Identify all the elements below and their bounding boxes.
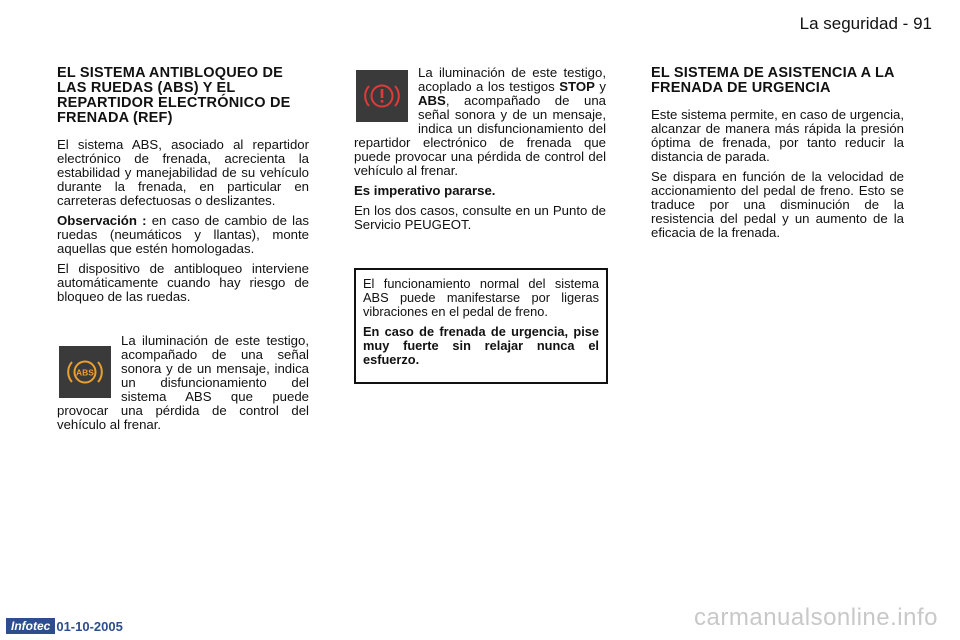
- observation-paragraph: [57, 214, 309, 256]
- stop-label: STOP: [559, 79, 595, 94]
- emergency-paragraph-2: Se dispara en función de la velocidad de accionamiento del pedal de freno. Esto se traduce por una disminución de la resistencia del pedal y un aumento de la eficacia de la frenada.: [651, 169, 904, 240]
- antilock-paragraph: El dispositivo de antibloqueo interviene automáticamente cuando hay riesgo de bloqueo de las ruedas.: [57, 261, 309, 304]
- notice-box: [354, 268, 608, 384]
- column-emergency-braking: [651, 66, 904, 246]
- abs-warning-icon: [59, 346, 111, 398]
- footer-brand: Infotec: [6, 618, 55, 634]
- abs-warning-block: [57, 334, 309, 432]
- brake-warning-text: La iluminación de este testigo, acoplado a los testigos STOP y ABS, acompañado de una señal sonora y de un mensaje, indica un disfuncionamiento del repartidor electrónico de frenada que puede provocar una pérdida de control del vehículo al frenar.: [354, 65, 606, 178]
- header-separator: -: [902, 14, 909, 33]
- brake-warning-icon: [356, 70, 408, 122]
- notice-paragraph: El funcionamiento normal del sistema ABS puede manifestarse por ligeras vibraciones en el pedal de freno.: [363, 276, 599, 319]
- abs-icon-label: ABS: [76, 367, 94, 378]
- abs-label: ABS: [418, 93, 446, 108]
- page-number: 91: [913, 14, 932, 33]
- observation-label: Observación :: [57, 213, 147, 228]
- observation-text: en caso de cambio de las ruedas (neumáticos y llantas), monte aquellas que estén homologadas.: [57, 213, 309, 256]
- section-title-emergency: EL SISTEMA DE ASISTENCIA A LA FRENADA DE URGENCIA: [651, 65, 895, 96]
- emergency-paragraph-1: Este sistema permite, en caso de urgencia, alcanzar de manera más rápida la presión óptima de frenada, por tanto reducir la distancia de parada.: [651, 107, 904, 164]
- notice-emergency-paragraph: En caso de frenada de urgencia, pise muy fuerte sin relajar nunca el esfuerzo.: [363, 324, 599, 367]
- watermark: carmanualsonline.info: [694, 604, 938, 631]
- footer-date: 01-10-2005: [56, 618, 123, 634]
- abs-intro-paragraph: El sistema ABS, asociado al repartidor electrónico de frenada, acrecienta la estabilidad y manejabilidad de su vehículo durante la frenada, en particular en carreteras defectuosas o deslizantes.: [57, 137, 309, 208]
- consult-paragraph: En los dos casos, consulte en un Punto de Servicio PEUGEOT.: [354, 203, 606, 232]
- page-header: [800, 14, 932, 34]
- header-section: La seguridad: [799, 14, 898, 33]
- column-brake-distributor: [354, 66, 606, 238]
- section-title-abs: EL SISTEMA ANTIBLOQUEO DE LAS RUEDAS (ABS) Y EL REPARTIDOR ELECTRÓNICO DE FRENADA (REF): [57, 65, 291, 126]
- column-abs: [57, 66, 309, 438]
- imperative-stop: Es imperativo pararse.: [354, 183, 496, 198]
- footer: [6, 618, 123, 634]
- abs-warning-text: La iluminación de este testigo, acompañado de una señal sonora y de un mensaje, indica un disfuncionamiento del sistema ABS que puede provocar una pérdida de control del vehículo al frenar.: [57, 333, 309, 432]
